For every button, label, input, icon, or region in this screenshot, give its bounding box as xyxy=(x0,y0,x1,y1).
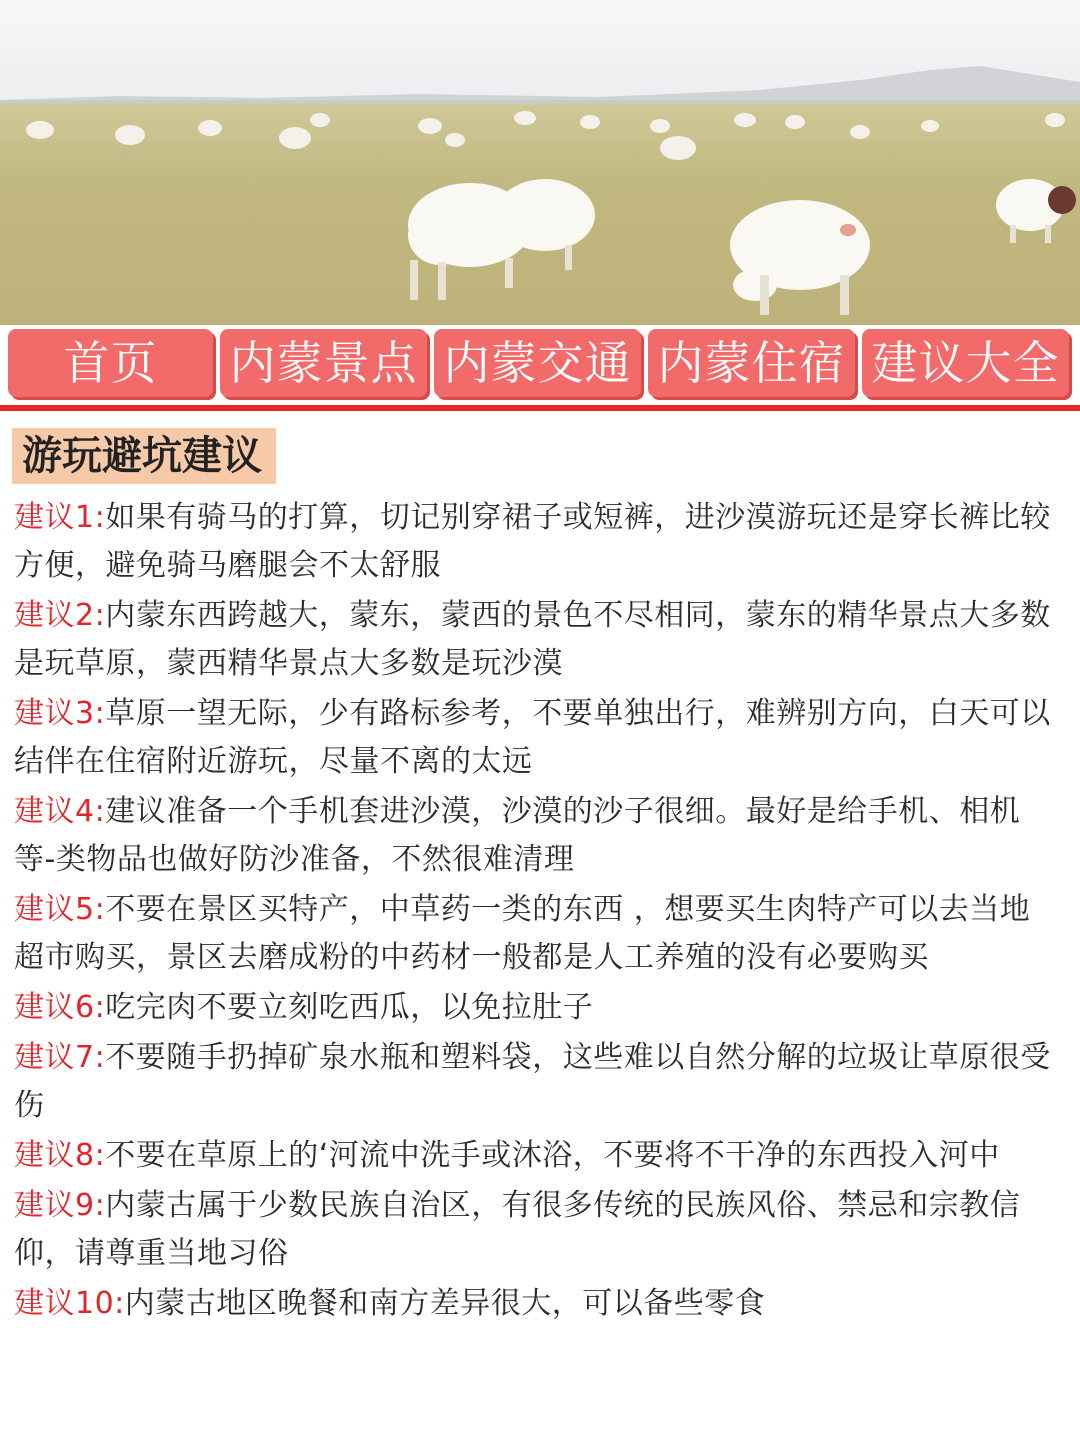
list-item xyxy=(14,1280,1054,1328)
tip-text: 内蒙古地区晚餐和南方差异很大，可以备些零食 xyxy=(124,1286,766,1321)
tab-home[interactable]: 首页 xyxy=(8,329,213,397)
tip-label: 建议4: xyxy=(14,794,106,829)
tip-text: 吃完肉不要立刻吃西瓜，以免拉肚子 xyxy=(105,990,594,1025)
list-item xyxy=(14,592,1054,688)
list-item xyxy=(14,788,1054,884)
tip-label: 建议5: xyxy=(14,892,106,927)
tip-text: 不要在草原上的‘河流中洗手或沐浴，不要将不干净的东西投入河中 xyxy=(105,1138,1000,1173)
tip-label: 建议6: xyxy=(14,990,106,1025)
tip-label: 建议2: xyxy=(14,598,106,633)
hero-photo xyxy=(0,0,1080,325)
list-item xyxy=(14,494,1054,590)
tip-text: 不要随手扔掉矿泉水瓶和塑料袋，这些难以自然分解的垃圾让草原很受伤 xyxy=(14,1040,1051,1123)
tip-text: 内蒙古属于少数民族自治区，有很多传统的民族风俗、禁忌和宗教信仰，请尊重当地习俗 xyxy=(14,1188,1021,1271)
tip-label: 建议3: xyxy=(14,696,106,731)
tab-accommodation[interactable]: 内蒙住宿 xyxy=(648,329,855,397)
tips-list xyxy=(14,494,1054,1330)
tab-tips[interactable]: 建议大全 xyxy=(862,329,1069,397)
list-item xyxy=(14,690,1054,786)
list-item xyxy=(14,984,1054,1032)
nav-divider xyxy=(0,405,1080,411)
tip-text: 内蒙东西跨越大，蒙东，蒙西的景色不尽相同，蒙东的精华景点大多数是玩草原，蒙西精华景点大多数是玩沙漠 xyxy=(14,598,1051,681)
grassland-sheep-illustration xyxy=(0,0,1080,325)
tip-label: 建议10: xyxy=(14,1286,125,1321)
list-item xyxy=(14,1182,1054,1278)
list-item xyxy=(14,886,1054,982)
tip-text: 如果有骑马的打算，切记别穿裙子或短裤，进沙漠游玩还是穿长裤比较方便，避免骑马磨腿会不太舒服 xyxy=(14,500,1051,583)
section-title: 游玩避坑建议 xyxy=(12,428,276,484)
tip-text: 草原一望无际，少有路标参考，不要单独出行，难辨别方向，白天可以结伴在住宿附近游玩，尽量不离的太远 xyxy=(14,696,1051,779)
tip-text: 不要在景区买特产，中草药一类的东西 ，想要买生肉特产可以去当地超市购买，景区去磨成粉的中药材一般都是人工养殖的没有必要购买 xyxy=(14,892,1031,975)
list-item xyxy=(14,1034,1054,1130)
tip-text: 建议准备一个手机套进沙漠，沙漠的沙子很细。最好是给手机、相机等-类物品也做好防沙准备，不然很难清理 xyxy=(14,794,1021,877)
tab-attractions[interactable]: 内蒙景点 xyxy=(220,329,427,397)
list-item xyxy=(14,1132,1054,1180)
tip-label: 建议9: xyxy=(14,1188,106,1223)
tip-label: 建议7: xyxy=(14,1040,106,1075)
tip-label: 建议1: xyxy=(14,500,106,535)
nav-bar xyxy=(0,325,1080,409)
tab-transport[interactable]: 内蒙交通 xyxy=(434,329,641,397)
tip-label: 建议8: xyxy=(14,1138,106,1173)
